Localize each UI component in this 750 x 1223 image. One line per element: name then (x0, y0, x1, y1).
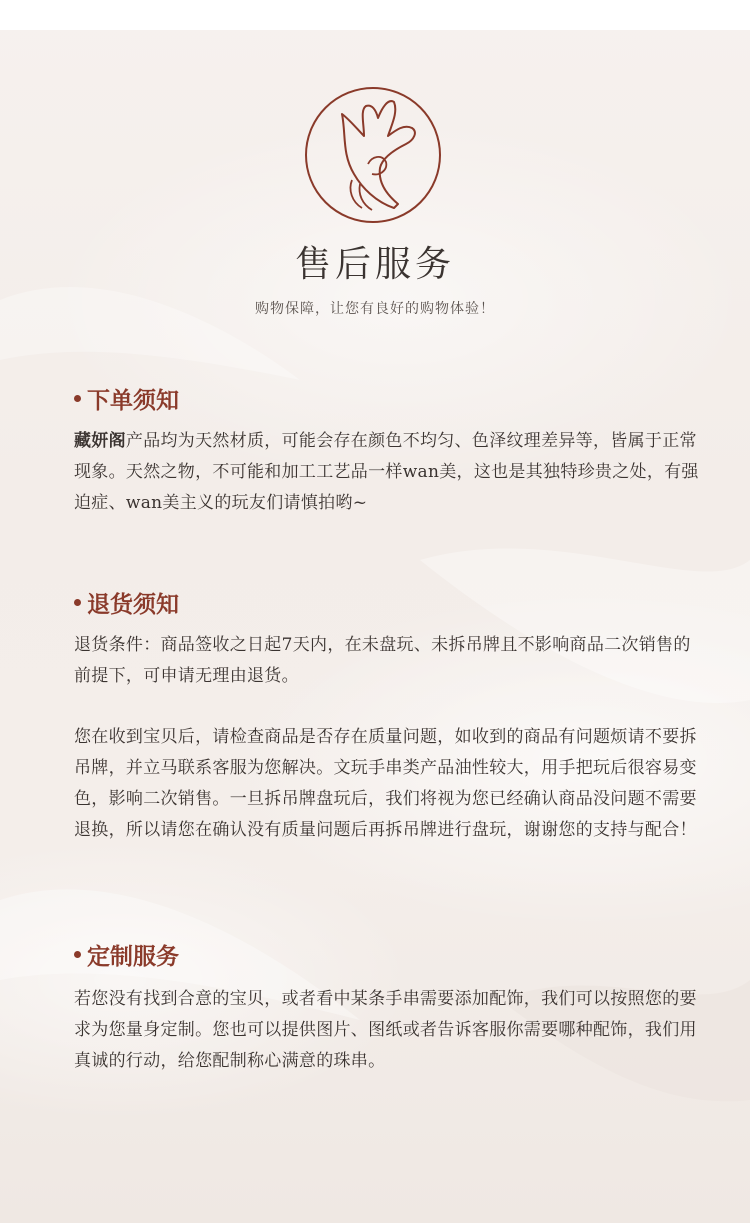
mudra-hand-circle-icon (302, 84, 444, 226)
section-paragraph (74, 426, 704, 519)
page-title: 售后服务 (294, 244, 455, 285)
section-heading-order-notice (74, 382, 179, 415)
bullet-dot-icon (74, 951, 81, 958)
section-heading-text: 定制服务 (87, 943, 179, 970)
section-paragraph: 退货条件：商品签收之日起7天内，在未盘玩、未拆吊牌且不影响商品二次销售的前提下，可申请无理由退货。 (74, 635, 691, 686)
brand-name: 藏妍阁 (74, 431, 126, 451)
section-heading-custom-service (74, 938, 179, 971)
paragraph-text: 产品均为天然材质，可能会存在颜色不均匀、色泽纹理差异等，皆属于正常现象。天然之物，不可能和加工工艺品一样wan美，这也是其独特珍贵之处，有强迫症、wan美主义的玩友们请慎拍哟~ (74, 431, 699, 513)
bullet-dot-icon (74, 395, 81, 402)
section-heading-text: 退货须知 (87, 591, 179, 618)
section-paragraph: 若您没有找到合意的宝贝，或者看中某条手串需要添加配饰，我们可以按照您的要求为您量身定制。您也可以提供图片、图纸或者告诉客服你需要哪种配饰，我们用真诚的行动，给您配制称心满意的珠串。 (74, 989, 697, 1071)
bullet-dot-icon (74, 599, 81, 606)
section-paragraph: 您在收到宝贝后，请检查商品是否存在质量问题，如收到的商品有问题烦请不要拆吊牌，并立马联系客服为您解决。文玩手串类产品油性较大，用手把玩后很容易变色，影响二次销售。一旦拆吊牌盘玩后，我们将视为您已经确认商品没问题不需要退换，所以请您在确认没有质量问题后再拆吊牌进行盘玩，谢谢您的支持与配合！ (74, 727, 697, 840)
section-heading-text: 下单须知 (87, 387, 179, 414)
section-heading-return-notice (74, 586, 179, 619)
page-subtitle: 购物保障，让您有良好的购物体验！ (255, 301, 495, 317)
